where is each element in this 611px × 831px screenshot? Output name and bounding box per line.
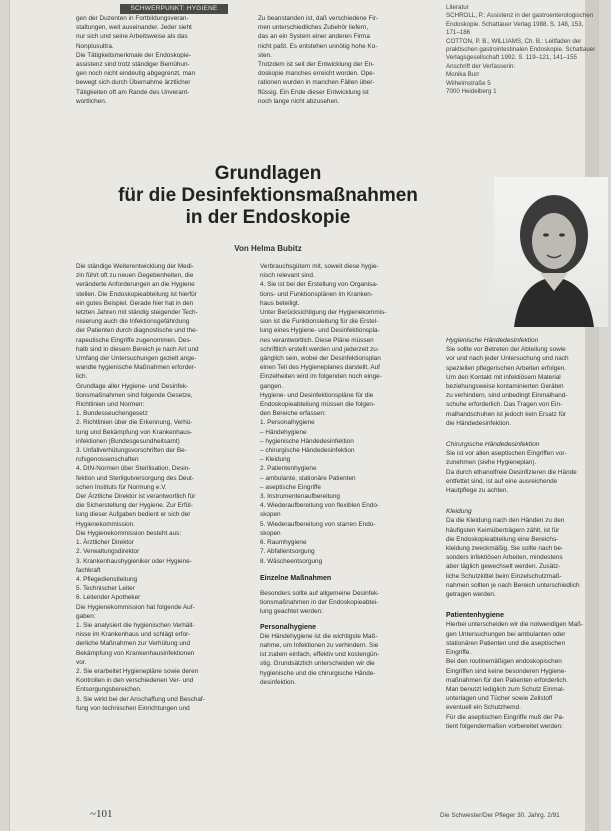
text-line: Literatur [446,4,469,11]
text-line: gen Untersuchungen bei ambulanten oder [446,630,566,638]
text-line: wandte hygienische Maßnahmen erforder- [76,364,197,372]
text-line: nahmen sollten je nach Bereich unterschiedlich [446,581,580,589]
author-byline: Von Helma Bubitz [234,244,302,253]
text-line: veränderte Anforderungen an die Hygiene [76,281,195,289]
text-line: nes verantwortlich. Diese Pläne müssen [260,336,374,344]
text-line: Die Hygienekommission besteht aus: [76,529,182,537]
text-line: – aseptische Eingriffe [260,483,321,491]
text-line: fung von technischen Einrichtungen und [76,704,190,712]
text-line: – ambulante, stationäre Patienten [260,474,356,482]
body-right-column [446,330,608,737]
text-line: 4. DIN-Normen über Sterilisation, Desin- [76,465,191,473]
text-line: 3. Instrumentenaufbereitung [260,493,340,501]
text-line: häufigsten Keimüberträgern zählt, ist für [446,526,560,534]
text-line: doskopie manches erreicht worden. Ope- [258,70,375,78]
text-line: tient folgendermaßen vorbereitet werden: [446,722,563,730]
text-line: das an ein System einer anderen Firma [258,33,370,41]
text-line: Für die aseptischen Eingriffe muß der Pa- [446,713,565,721]
references-block [446,4,608,96]
text-line: liche Schutzkittel beim Einzelschutzmaß- [446,572,562,580]
title-line: in der Endoskopie [185,207,351,228]
text-line: Man benutzt lediglich zum Schutz Einmal- [446,685,565,693]
text-line: assistenz sind trotz ständiger Bemühun- [76,61,190,69]
text-line: flüssig. Ein Ende dieser Entwicklung ist [258,88,369,96]
text-line: rapeutische Eingriffe zugenommen. Des- [76,336,192,344]
text-line: Hautpflege zu achten. [446,487,509,495]
text-line: der Patienten durch diagnostische und the- [76,327,198,335]
text-line: die Händedesinfektion. [446,419,512,427]
text-line: Endoskopieabteilung müssen die folgen- [260,401,376,409]
text-line: 1. Bundesseuchengesetz [76,410,148,418]
text-line: Verbrauchsgütern mit, soweit diese hygie- [260,263,379,270]
text-line: malhandschuhen ist jedoch kein Ersatz für [446,410,567,418]
text-line: Monika Burr [446,71,480,79]
text-line: COTTON, P. B., WILLIAMS, Ch. B.: Leitfaden der [446,37,582,45]
text-line: gen der Duzenten in Fortbildungsveran- [76,15,189,22]
text-line: praktischen gastrointestinalen Endoskopie. Schattauer [446,46,596,54]
text-line: gangen. [260,382,284,390]
text-line: tions- und Funktionsplänen im Kranken- [260,290,373,298]
text-line: schriftlich erstellt werden und jederzeit zu- [260,345,379,353]
text-line: lung dieser Aufgaben bedient er sich der [76,511,191,519]
text-line: staltungen, weit auseinander. Jeder sieht [76,24,192,32]
title-line: für die Desinfektionsmaßnahmen [118,185,418,206]
text-line: Die Tätigkeitsmerkmale der Endoskopie- [76,51,191,59]
text-line: eventuell ein Schutzhemd. [446,704,521,712]
text-line: 2. Sie erarbeitet Hygienepläne sowie deren [76,667,199,675]
text-line: 7. Abfallentsorgung [260,548,315,556]
text-line: nur sich und seine Arbeitsweise als das [76,33,188,41]
text-line: vor. [76,658,87,666]
text-line: fektion und Sterilgutversorgung des Deut- [76,474,194,482]
text-line: Grundlage aller Hygiene- und Desinfek- [76,382,189,390]
text-line: Endoskopie. Schattauer Verlag 1988. S. 148, 153, [446,20,584,28]
text-line: 7000 Heidelberg 1 [446,88,497,96]
text-line: 4. Pflegedienstleitung [76,575,138,583]
section-heading: Chirurgische Händedesinfektion [446,441,540,449]
text-line: nicht paßt. Es entstehen unnötig hohe Ko- [258,42,378,50]
text-line: rationen wurden in manchen Fällen über- [258,79,375,87]
text-line: nisse im Krankenhaus und schlägt erfor- [76,631,191,639]
text-line: 2. Verwaltungsdirektor [76,548,140,556]
text-line: 1. Ärztlicher Direktor [76,539,134,547]
text-line: Um den Kontakt mit infektiösem Material [446,373,561,381]
text-line: tung und Bekämpfung von Krankenhaus- [76,428,193,436]
text-line: nisch relevant sind. [260,272,315,280]
document-page [10,0,598,831]
text-line: zin führt oft zu neuen Gegebenheiten, die [76,272,194,280]
text-line: 5. Technischer Leiter [76,585,135,593]
text-line: Anschrift der Verfasserin: [446,62,516,70]
text-line: schuhe erforderlich. Das Tragen von Ein- [446,401,563,409]
journal-footer: Die Schwester/Der Pfleger 30. Jahrg. 2/91 [440,812,560,819]
text-line: unterlagen und Tücher sowie Zellstoff [446,695,553,703]
text-line: 3. Krankenhaushygieniker oder Hygiene- [76,557,192,565]
text-line: hygienische und die chirurgische Hände- [260,669,376,677]
text-line: Eingriffen sind keine besonderen Hygiene- [446,667,567,675]
text-line: letzten Jahren mit ständig steigender Tech- [76,309,198,317]
section-heading: Kleidung [446,508,472,516]
text-line: Sie sollte vor Betreten der Abteilung sowie [446,346,566,354]
text-line: Hygienekommission. [76,520,135,528]
text-line: 6. Raumhygiene [260,539,307,547]
text-line: Die Händehygiene ist die wichtigste Maß- [260,632,378,640]
text-line: stig. Grundsätzlich unterscheiden wir die [260,660,375,668]
text-line: Umfang der Untersuchungen gezielt ange- [76,355,197,363]
section-heading: Personalhygiene [260,623,317,631]
text-line: gen noch nicht eindeutig abgegrenzt, man [76,70,196,78]
text-line: skopen [260,529,281,537]
text-line: Der Ärztliche Direktor ist verantwortlich für [76,493,196,501]
text-line: den Bereiche erfassen: [260,410,326,418]
text-line: 4. Wiederaufbereitung von flexiblen Endo- [260,502,380,510]
text-line: Nonplusultra. [76,42,114,50]
text-line: gaben: [76,612,96,620]
text-line: gänglich sein, wobei der Desinfektionsplan [260,355,381,363]
body-left-column [76,262,254,713]
text-line: Sie ist vor allen aseptischen Eingriffen vor- [446,450,567,458]
text-line: Trotzdem ist seit der Entwicklung der En- [258,61,375,69]
text-line: lung geachtet werden: [260,608,323,616]
intro-left-column [76,14,252,106]
section-label: SCHWERPUNKT: HYGIENE [120,4,228,14]
text-line: getragen werden. [446,591,496,599]
text-line: tionsmaßnahmen sind folgende Gesetze, [76,391,193,399]
text-line: Entsorgungsbereichen. [76,686,142,694]
text-line: Besonders sollte auf allgemeine Desinfek- [260,589,380,597]
text-line: nahme, um Infektionen zu verhindern. Sie [260,641,379,649]
text-line: Eingriffe. [446,649,472,657]
text-line: haus beteiligt. [260,299,300,307]
text-line: schen Instituts für Normung e.V. [76,483,167,491]
section-heading: Patientenhygiene [446,612,504,620]
text-line: einen Teil des Hygieneplanes darstellt. Auf [260,364,380,372]
text-line: 2. Patientenhygiene [260,465,317,473]
text-line: kleidung zweckmäßig. Sie sollte nach be- [446,545,564,553]
text-line: Kontrollen in den verschiedenen Ver- und [76,677,194,685]
text-line: stellen. Die Endoskopieabteilung ist hierfür [76,290,197,298]
text-line: 8. Wäscheentsorgung [260,557,323,565]
text-line: Hierbei unterscheiden wir die notwendigen Maß- [446,621,584,629]
text-line: Zu beanstanden ist, daß verschiedene Fir- [258,15,379,22]
text-line: 2. Richtlinien über die Erkennung, Verhü- [76,419,193,427]
text-line: bewegt sich durch Übernahme ärztlicher [76,79,191,87]
section-heading: Hygienische Händedesinfektion [446,337,539,344]
text-line: entfettet sind, ist auf eine ausreichende [446,477,558,485]
text-line: die Endoskopieabteilung eine Bereichs- [446,535,559,543]
text-line: Unter Berücksichtigung der Hygienekommis- [260,309,387,317]
text-line: halb sind in diesem Bereich je nach Art und [76,345,199,353]
text-line: SCHROLL, P.: Assistenz in der gastroenterologischen [446,12,594,20]
text-line: speziellen pflegerischen Arbeiten erfolgen. [446,364,567,372]
portrait-image [494,177,608,327]
text-line: maßnahmen für den Patienten erforderlich. [446,676,568,684]
body-middle-column [260,262,440,687]
section-heading: Einzelne Maßnahmen [260,574,332,582]
text-line: stationären Patienten und die aseptischen [446,639,566,647]
text-line: desinfektion. [260,678,296,686]
author-photo [494,177,608,327]
text-line: 3. Sie wirkt bei der Anschaffung und Beschaf- [76,695,205,703]
text-line: – Händehygiene [260,428,307,436]
text-line: 5. Wiederaufbereitung von starren Endo- [260,520,376,528]
text-line: lich. [76,373,88,381]
text-line: men unterschiedliches Zubehör liefern, [258,24,369,32]
text-line: 4. Sie ist bei der Erstellung von Organisa- [260,281,378,289]
text-line: tionsmaßnahmen in der Endoskopieabtei- [260,599,379,607]
text-line: Die ständige Weiterentwicklung der Medi- [76,263,194,270]
text-line: 171–186 [446,29,471,37]
text-line: ist zudem einfach, effektiv und kostengün- [260,651,380,659]
text-line: wortlichen. [76,97,107,105]
text-line: 1. Sie analysiert die hygienischen Verhält- [76,621,195,629]
text-line: Bei den routinemäßigen endoskopischen [446,658,562,666]
text-line: aber täglich gewechselt werden. Zusätz- [446,563,561,571]
text-line: Hygiene- und Desinfektionspläne für die [260,391,374,399]
text-line: 6. Leitender Apotheker [76,594,141,602]
text-line: ein gutes Beispiel. Gerade hier hat in den [76,299,194,307]
text-line: – hygienische Händedesinfektion [260,437,354,445]
text-line: zu verhindern, sind unbedingt Einmalhand- [446,392,568,400]
text-line: lung eines Hygiene- und Desinfektionspla- [260,327,380,335]
text-line: die Sicherstellung der Hygiene. Zur Erfül- [76,502,193,510]
text-line: sion ist die Funktionsleitung für die Erstel- [260,318,379,326]
text-line: 1. Personalhygiene [260,419,315,427]
article-title [88,163,448,229]
text-line: Wilhelmstraße 5 [446,79,491,87]
text-line: derliche Maßnahmen zur Verhütung und [76,640,191,648]
text-line: fachkraft [76,566,101,574]
text-line: 3. Unfallverhütungsvorschriften der Be- [76,447,187,455]
text-line: – Kleidung [260,456,291,464]
text-line: Tätigkeiten oft am Rande des Unverant- [76,88,190,96]
intro-middle-column [258,14,438,106]
text-line: nisierung auch die Infektionsgefährdung [76,318,190,326]
text-line: sonders infektiösen Arbeiten, mindestens [446,554,563,562]
text-line: beziehungsweise kontaminierten Geräten [446,383,564,391]
text-line: Verlagsgesellschaft 1992. S. 119–121, 141–155 [446,54,577,62]
page-number: ~101 [90,808,113,820]
text-line: sten. [258,51,272,59]
text-line: – chirurgische Händedesinfektion [260,447,355,455]
text-line: infektionen (Bundesgesundheitsamt) [76,437,180,445]
text-line: vor und nach jeder Untersuchung und nach [446,355,569,363]
title-line: Grundlagen [214,163,322,184]
text-line: Richtlinien und Normen: [76,401,145,409]
text-line: noch lange nicht abzusehen. [258,97,340,105]
text-line: zunehmen (siehe Hygieneplan). [446,459,537,467]
text-line: Da durch ethanolfreie Desinfizieren die Hände [446,468,577,476]
text-line: skopen [260,511,281,519]
text-line: Bekämpfung von Krankenhausinfektionen [76,649,195,657]
text-line: rufsgenossenschaften [76,456,139,464]
text-line: Da die Kleidung nach den Händen zu den [446,517,565,525]
text-line: Die Hygienekommission hat folgende Auf- [76,603,195,611]
text-line: Einzelheiten wird im folgenden noch einge- [260,373,382,381]
